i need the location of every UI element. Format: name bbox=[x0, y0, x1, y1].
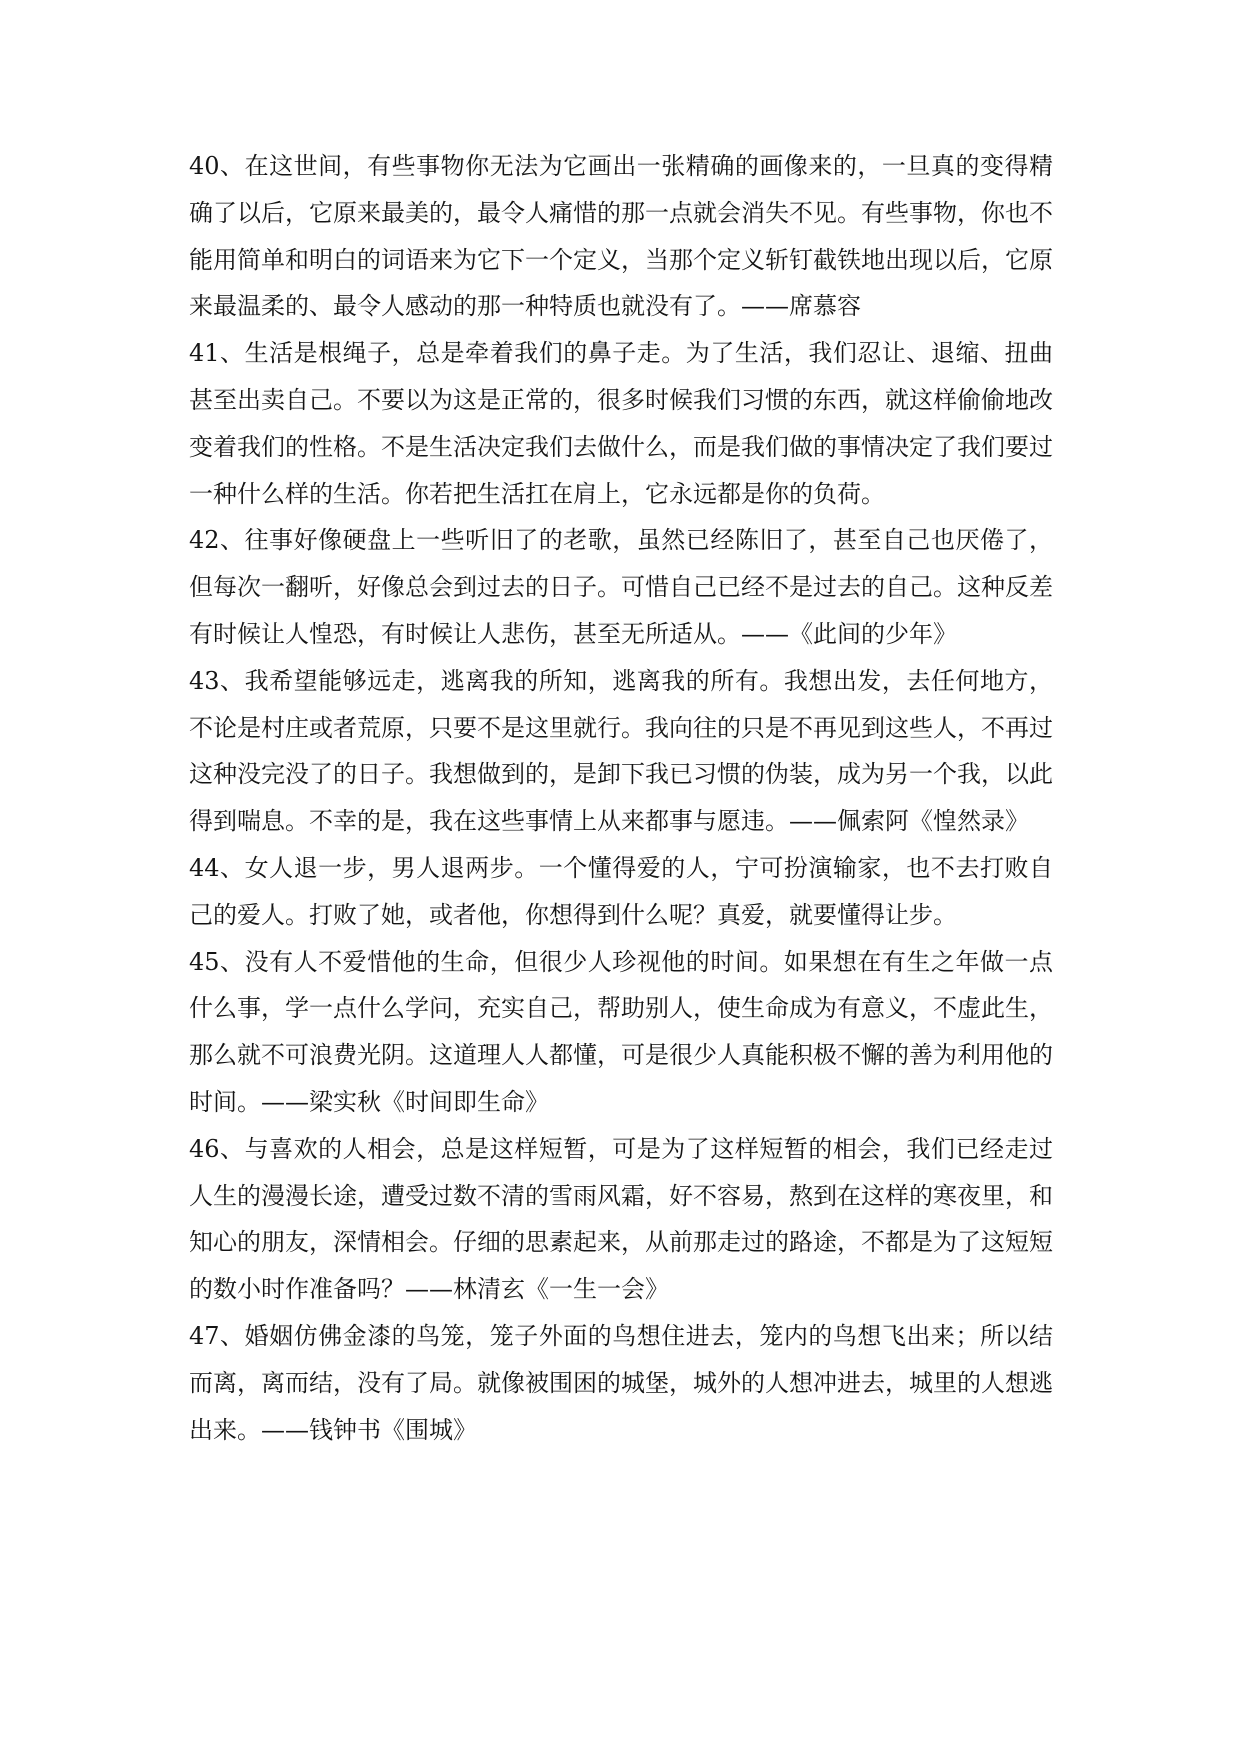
quote-paragraph-45: 45、没有人不爱惜他的生命，但很少人珍视他的时间。如果想在有生之年做一点什么事，学一点什么学问，充实自己，帮助别人，使生命成为有意义，不虚此生，那么就不可浪费光阴。这道理人人都懂，可是很少人真能积极不懈的善为利用他的时间。——梁实秋《时间即生命》 bbox=[189, 947, 1053, 1116]
quote-paragraph-44: 44、女人退一步，男人退两步。一个懂得爱的人，宁可扮演输家，也不去打败自己的爱人。打败了她，或者他，你想得到什么呢？真爱，就要懂得让步。 bbox=[189, 853, 1053, 929]
quote-paragraph-40: 40、在这世间，有些事物你无法为它画出一张精确的画像来的，一旦真的变得精确了以后，它原来最美的，最令人痛惜的那一点就会消失不见。有些事物，你也不能用简单和明白的词语来为它下一个定义，当那个定义斩钉截铁地出现以后，它原来最温柔的、最令人感动的那一种特质也就没有了。——席慕容 bbox=[189, 152, 1053, 321]
quote-paragraph-41: 41、生活是根绳子，总是牵着我们的鼻子走。为了生活，我们忍让、退缩、扭曲甚至出卖自己。不要以为这是正常的，很多时候我们习惯的东西，就这样偷偷地改变着我们的性格。不是生活决定我们去做什么，而是我们做的事情决定了我们要过一种什么样的生活。你若把生活扛在肩上，它永远都是你的负荷。 bbox=[189, 339, 1053, 508]
quote-paragraph-42: 42、往事好像硬盘上一些听旧了的老歌，虽然已经陈旧了，甚至自己也厌倦了，但每次一翻听，好像总会到过去的日子。可惜自己已经不是过去的自己。这种反差有时候让人惶恐，有时候让人悲伤，甚至无所适从。——《此间的少年》 bbox=[189, 526, 1053, 648]
quote-paragraph-47: 47、婚姻仿佛金漆的鸟笼，笼子外面的鸟想住进去，笼内的鸟想飞出来；所以结而离，离而结，没有了局。就像被围困的城堡，城外的人想冲进去，城里的人想逃出来。——钱钟书《围城》 bbox=[189, 1321, 1053, 1444]
quote-paragraph-43: 43、我希望能够远走，逃离我的所知，逃离我的所有。我想出发，去任何地方，不论是村庄或者荒原，只要不是这里就行。我向往的只是不再见到这些人，不再过这种没完没了的日子。我想做到的，是卸下我已习惯的伪装，成为另一个我，以此得到喘息。不幸的是，我在这些事情上从来都事与愿违。——佩索阿《惶然录》 bbox=[189, 666, 1053, 836]
document-page bbox=[189, 143, 1053, 1453]
quote-paragraph-46: 46、与喜欢的人相会，总是这样短暂，可是为了这样短暂的相会，我们已经走过人生的漫漫长途，遭受过数不清的雪雨风霜，好不容易，熬到在这样的寒夜里，和知心的朋友，深情相会。仔细的思素起来，从前那走过的路途，不都是为了这短短的数小时作准备吗？——林清玄《一生一会》 bbox=[189, 1134, 1053, 1304]
